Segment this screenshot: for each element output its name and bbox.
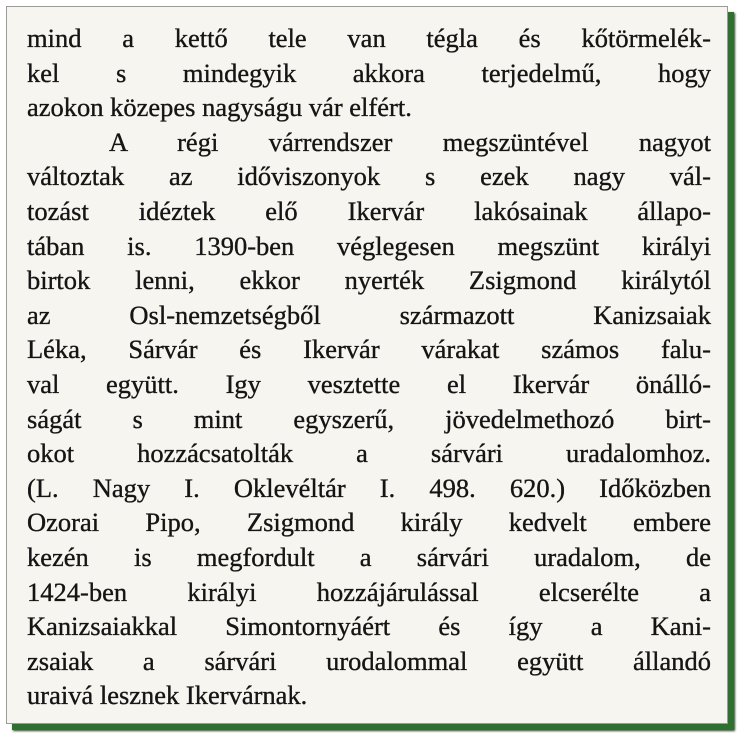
text-line-16: kezén is megfordult a sárvári uradalom, de — [27, 541, 711, 572]
text-line-15: Ozorai Pipo, Zsigmond király kedvelt embere — [27, 507, 711, 538]
text-line-3: azokon közepes nagyságu vár elfért. — [27, 92, 412, 123]
text-line-7: tában is. 1390-ben véglegesen megszünt királyi — [27, 230, 711, 261]
paragraph-text — [27, 21, 711, 713]
text-line-6: tozást idéztek elő Ikervár lakósainak állapo- — [27, 195, 711, 226]
text-line-9: az Osl-nemzetségből származott Kanizsaiak — [27, 299, 711, 330]
text-line-20: uraivá lesznek Ikervárnak. — [27, 680, 308, 711]
text-line-18: Kanizsaiakkal Simontornyáért és így a Kani- — [27, 611, 711, 642]
text-line-19: zsaiak a sárvári urodalommal együtt állandó — [27, 645, 711, 676]
text-line-10: Léka, Sárvár és Ikervár várakat számos falu- — [27, 334, 711, 365]
text-line-4: A régi várrendszer megszüntével nagyot — [109, 126, 711, 157]
text-line-14: (L. Nagy I. Oklevéltár I. 498. 620.) Időközben — [27, 472, 711, 503]
text-line-12: ságát s mint egyszerű, jövedelmethozó birt- — [27, 403, 711, 434]
text-line-17: 1424-ben királyi hozzájárulással elcserélte a — [27, 576, 711, 607]
text-line-1: mind a kettő tele van tégla és kőtörmelék- — [27, 23, 711, 53]
text-line-2: kel s mindegyik akkora terjedelmű, hogy — [27, 57, 711, 88]
text-line-5: változtak az időviszonyok s ezek nagy vál- — [27, 161, 711, 192]
scanned-page — [6, 6, 728, 724]
text-line-11: val együtt. Igy vesztette el Ikervár önálló- — [27, 368, 711, 399]
text-line-8: birtok lenni, ekkor nyerték Zsigmond királytól — [27, 265, 711, 296]
text-line-13: okot hozzácsatolták a sárvári uradalomhoz. — [27, 438, 711, 469]
